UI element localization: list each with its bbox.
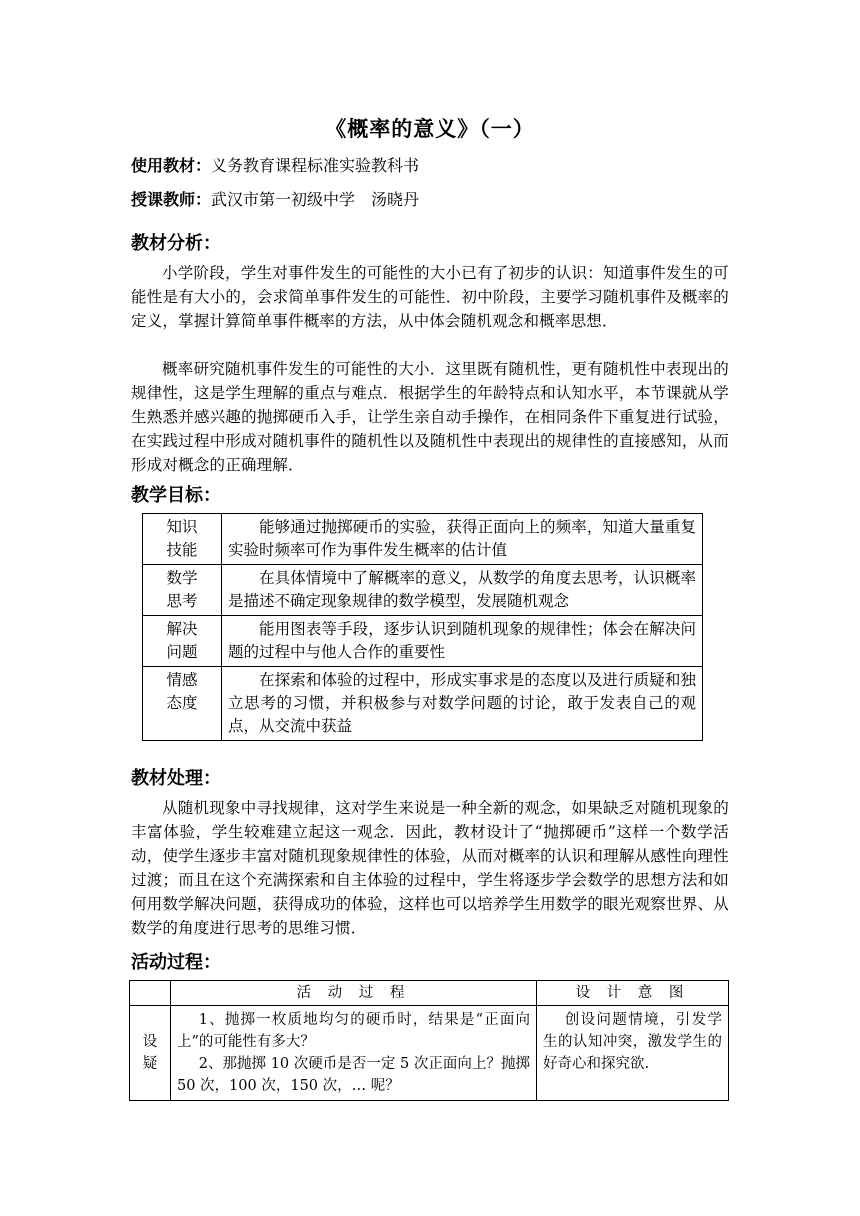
analysis-paragraph-1: 小学阶段，学生对事件发生的可能性的大小已有了初步的认识：知道事件发生的可能性是有大小的，会求简单事件发生的可能性．初中阶段，主要学习随机事件及概率的定义，掌握计算简单事件概率的方法，从中体会随机观念和概率思想． <box>131 264 729 330</box>
goal-label <box>143 514 222 565</box>
teacher-value: 武汉市第一初级中学 汤晓丹 <box>211 190 420 209</box>
process-activity <box>171 1006 537 1101</box>
process-header-intent: 设 计 意 图 <box>537 981 729 1006</box>
process-header-activity: 活 动 过 程 <box>171 981 537 1006</box>
handling-paragraph: 从随机现象中寻找规律，这对学生来说是一种全新的观念，如果缺乏对随机现象的丰富体验，学生较难建立起这一观念．因此，教材设计了“抛掷硬币”这样一个数学活动，使学生逐步丰富对随机现象规律性的体验，从而对概率的认识和理解从感性向理性过渡；而且在这个充满探索和自主体验的过程中，学生将逐步学会数学的思想方法和如何用数学解决问题，获得成功的体验，这样也可以培养学生用数学的眼光观察世界、从数学的角度进行思考的思维习惯． <box>131 799 729 937</box>
stage-line: 疑 <box>142 1056 158 1072</box>
goal-text: 能用图表等手段，逐步认识到随机现象的规律性；体会在解决问题的过程中与他人合作的重要性 <box>222 616 703 667</box>
goal-row <box>143 565 703 616</box>
process-table <box>129 980 729 1101</box>
goal-label-line: 解决 <box>166 620 198 638</box>
goal-label-line: 情感 <box>166 671 198 689</box>
goal-label-line: 态度 <box>166 694 198 712</box>
goal-label-line: 数学 <box>166 569 198 587</box>
goal-row <box>143 667 703 741</box>
stage-line: 设 <box>142 1034 158 1050</box>
analysis-paragraph-2: 概率研究随机事件发生的可能性的大小．这里既有随机性，更有随机性中表现出的规律性，这是学生理解的重点与难点．根据学生的年龄特点和认知水平，本节课就从学生熟悉并感兴趣的抛掷硬币入手，让学生亲自动手操作，在相同条件下重复进行试验，在实践过程中形成对随机事件的随机性以及随机性中表现出的规律性的直接感知，从而形成对概念的正确理解． <box>131 360 729 474</box>
analysis-heading: 教材分析： <box>131 233 221 254</box>
teacher-line <box>131 189 419 211</box>
textbook-line <box>131 155 419 177</box>
goal-label-line: 思考 <box>166 592 198 610</box>
goals-heading: 教学目标： <box>131 485 221 506</box>
textbook-value: 义务教育课程标准实验教科书 <box>211 156 420 175</box>
process-heading: 活动过程： <box>131 952 221 973</box>
page-title: 《概率的意义》（一） <box>325 116 535 141</box>
process-header-row <box>130 981 729 1006</box>
process-intent: 创设问题情境，引发学生的认知冲突，激发学生的好奇心和探究欲. <box>537 1006 729 1101</box>
activity-question-2: 2、那抛掷 10 次硬币是否一定 5 次正面向上？抛掷 50 次，100 次，150 次，… 呢？ <box>177 1056 530 1094</box>
goal-label-line: 问题 <box>166 643 198 661</box>
handling-heading: 教材处理： <box>131 768 221 789</box>
goal-label <box>143 565 222 616</box>
teacher-label: 授课教师： <box>131 190 212 209</box>
goal-text: 在具体情境中了解概率的意义，从数学的角度去思考，认识概率是描述不确定现象规律的数学模型，发展随机观念 <box>222 565 703 616</box>
goal-text: 能够通过抛掷硬币的实验，获得正面向上的频率，知道大量重复实验时频率可作为事件发生概率的估计值 <box>222 514 703 565</box>
process-header-blank <box>130 981 171 1006</box>
goal-label-line: 知识 <box>166 518 198 536</box>
goals-table <box>142 513 703 741</box>
process-row <box>130 1006 729 1101</box>
goal-label-line: 技能 <box>166 541 198 559</box>
activity-question-1: 1、抛掷一枚质地均匀的硬币时，结果是“正面向上”的可能性有多大？ <box>177 1012 530 1050</box>
goal-text: 在探索和体验的过程中，形成实事求是的态度以及进行质疑和独立思考的习惯，并积极参与对数学问题的讨论，敢于发表自己的观点，从交流中获益 <box>222 667 703 741</box>
goal-label <box>143 616 222 667</box>
process-stage <box>130 1006 171 1101</box>
goal-row <box>143 514 703 565</box>
goal-row <box>143 616 703 667</box>
goal-label <box>143 667 222 741</box>
textbook-label: 使用教材： <box>131 156 212 175</box>
